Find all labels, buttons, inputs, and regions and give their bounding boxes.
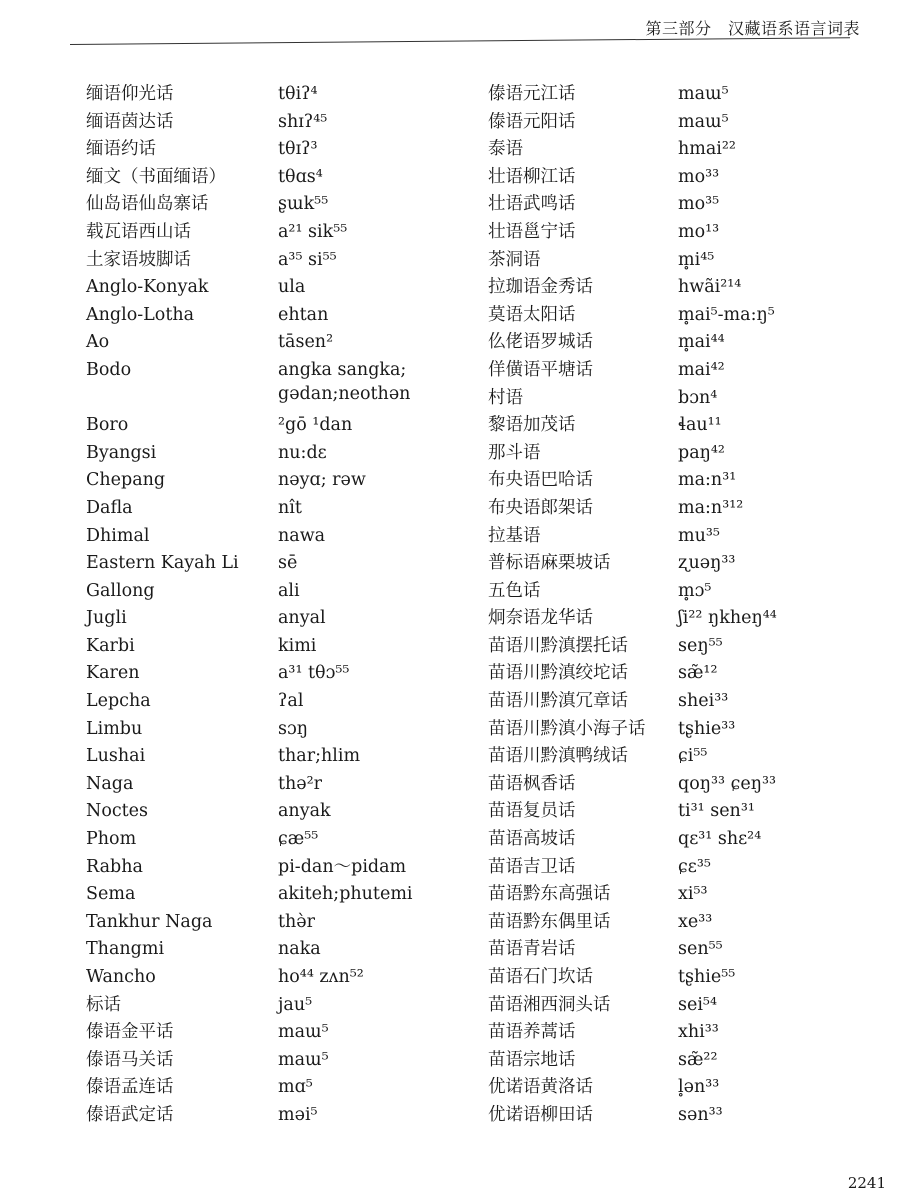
language-name: 茶洞语 [488,249,541,270]
word-form: thə̀r [278,911,316,932]
word-form: kimi [278,635,317,656]
word-form: maɯ⁵ [278,1049,329,1070]
word-form: hwãi²¹⁴ [678,277,742,298]
word-form: tʂhie³³ [678,718,736,739]
word-entry [86,137,446,165]
language-name: 苗语川黔滇鸭绒话 [488,746,628,767]
word-entry [488,551,868,579]
word-entry [86,358,446,413]
word-entry [86,689,446,717]
word-entry [86,882,446,910]
word-form: sæ̃²² [678,1049,718,1070]
word-form: məi⁵ [278,1104,318,1125]
word-form: ɕæ⁵⁵ [278,829,319,850]
language-name: 苗语复员话 [488,801,576,822]
word-entry [86,827,446,855]
word-form: sæ̃¹² [678,663,718,684]
language-name: Gallong [86,580,155,601]
word-form: paŋ⁴² [678,442,725,463]
language-name: Ao [86,332,110,353]
word-entry [488,82,868,110]
word-entry [86,330,446,358]
language-name: 壮语柳江话 [488,166,576,187]
language-name: Anglo-Lotha [86,304,195,325]
word-form: thar;hlim [278,746,361,767]
word-form: sei⁵⁴ [678,994,717,1015]
word-form: bɔn⁴ [678,387,718,408]
language-name: 缅语仰光话 [86,84,174,104]
language-name: Byangsi [86,442,157,463]
word-form: nəyɑ; rəw [278,470,366,491]
word-entry [86,468,446,496]
word-entry [86,910,446,938]
language-name: Lushai [86,746,146,767]
language-name: 佯僙语平塘话 [488,359,593,380]
word-form: tθiʔ⁴ [278,84,318,104]
word-entry [488,744,868,772]
word-entry [488,634,868,662]
word-form: mu³⁵ [678,525,720,546]
language-name: 苗语川黔滇摆托话 [488,635,628,656]
word-form: mai⁴² [678,359,725,380]
word-entry [86,717,446,745]
word-form: nît [278,497,302,518]
word-form: tāsen² [278,332,334,353]
language-name: 苗语吉卫话 [488,856,576,877]
language-name: 壮语邕宁话 [488,221,576,242]
word-form: seŋ⁵⁵ [678,635,723,656]
language-name: 泰语 [488,139,523,160]
word-form: ti³¹ sen³¹ [678,801,755,822]
language-name: Chepang [86,470,166,491]
language-name: 苗语川黔滇冗章话 [488,691,628,712]
language-name: Sema [86,884,136,905]
word-form: xi⁵³ [678,884,708,905]
word-entry [488,993,868,1021]
word-entry [488,937,868,965]
word-entry [488,413,868,441]
word-entry [86,772,446,800]
word-form: ʐuəŋ³³ [678,553,736,574]
word-entry [488,1075,868,1103]
word-form: sē [278,553,298,574]
word-entry [488,165,868,193]
language-name: Naga [86,773,134,794]
language-name: 那斗语 [488,442,541,463]
word-entry [86,303,446,331]
word-entry [86,551,446,579]
word-form: pi-dan～pidam [278,856,407,877]
word-form: a³⁵ si⁵⁵ [278,249,337,270]
word-entry [488,496,868,524]
language-name: Rabha [86,856,143,877]
page-number: 2241 [847,1174,886,1192]
word-entry [488,661,868,689]
word-form: ²gō ¹dan [278,415,353,436]
word-entry [86,82,446,110]
language-name: 优诺语黄洛话 [488,1077,593,1098]
word-entry [488,1103,868,1131]
word-form: m̥i⁴⁵ [678,249,715,270]
language-name: 傣语元阳话 [488,111,576,132]
word-form: xe³³ [678,911,713,932]
word-entry [488,358,868,386]
language-name: 莫语太阳话 [488,304,576,325]
language-name: 仫佬语罗城话 [488,332,593,353]
word-form: akiteh;phutemi [278,884,413,905]
running-header: 第三部分 汉藏语系语言词表 [645,19,860,38]
word-form: maɯ⁵ [678,111,729,132]
word-entry [488,799,868,827]
language-name: 傣语孟连话 [86,1077,174,1098]
language-name: 苗语湘西洞头话 [488,994,611,1015]
language-name: 布央语巴哈话 [488,470,593,491]
word-form: jau⁵ [278,994,313,1015]
word-form: xhi³³ [678,1022,719,1043]
language-name: Limbu [86,718,143,739]
word-form: sɔŋ [278,718,309,739]
word-form: ali [278,580,300,601]
word-entry [86,1048,446,1076]
language-name: Dhimal [86,525,150,546]
word-form: anyal [278,608,326,629]
word-form: maɯ⁵ [278,1022,329,1043]
language-name: 苗语枫香话 [488,773,576,794]
language-name: Anglo-Konyak [86,277,209,298]
word-form: ma:n³¹² [678,497,744,518]
language-name: 苗语川黔滇小海子话 [488,718,646,739]
word-form: naka [278,939,321,960]
word-entry [488,248,868,276]
word-form: tθɪʔ³ [278,139,318,160]
word-entry [86,579,446,607]
word-entry [488,772,868,800]
right-column [488,82,868,1131]
word-form: m̥ai⁴⁴ [678,332,725,353]
language-name: 傣语武定话 [86,1104,174,1125]
word-entry [86,192,446,220]
word-form: a²¹ sik⁵⁵ [278,221,348,242]
word-entry [488,330,868,358]
word-form: anyak [278,801,331,822]
word-entry [488,110,868,138]
language-name: 缅语约话 [86,139,156,160]
word-entry [488,220,868,248]
word-entry [86,441,446,469]
word-entry [86,165,446,193]
word-entry [488,303,868,331]
word-form: ʔal [278,691,304,712]
language-name: 布央语郎架话 [488,497,593,518]
word-entry [86,744,446,772]
word-form: nu:dɛ [278,442,327,463]
word-entry [488,689,868,717]
word-form: m̥ai⁵-ma:ŋ⁵ [678,304,775,325]
language-name: 村语 [488,387,523,408]
language-name: Karbi [86,635,135,656]
left-column [86,82,446,1131]
language-name: 苗语黔东高强话 [488,884,611,905]
language-name: 仙岛语仙岛寨话 [86,194,209,215]
language-name: 拉基语 [488,525,541,546]
word-form: mo³³ [678,166,720,187]
language-name: Tankhur Naga [86,911,213,932]
word-form: ho⁴⁴ zʌn⁵² [278,967,364,987]
word-entry [488,441,868,469]
word-form: maɯ⁵ [678,84,729,104]
word-entry [86,220,446,248]
word-entry [86,1075,446,1103]
language-name: 缅语茵达话 [86,111,174,132]
word-entry [488,579,868,607]
word-form: hmai²² [678,139,736,160]
word-entry [488,827,868,855]
word-entry [488,1048,868,1076]
word-form: sən³³ [678,1104,723,1125]
word-entry [86,606,446,634]
language-name: Phom [86,829,137,850]
word-entry [86,993,446,1021]
language-name: 缅文（书面缅语） [86,166,226,187]
word-form: mo³⁵ [678,194,720,215]
word-entry [86,524,446,552]
language-name: 傣语金平话 [86,1022,174,1043]
word-form: ʂɯk⁵⁵ [278,194,329,215]
language-name: 苗语宗地话 [488,1049,576,1070]
language-name: 五色话 [488,580,541,601]
word-entry [488,524,868,552]
word-entry [488,717,868,745]
word-form: angka sangka; gədan;neothən [278,359,411,404]
word-entry [488,910,868,938]
language-name: Boro [86,415,129,436]
word-entry [488,137,868,165]
language-name: 壮语武鸣话 [488,194,576,215]
language-name: Bodo [86,359,132,380]
word-form: nawa [278,525,326,546]
word-form: tθɑs⁴ [278,166,323,187]
word-form: thə²r [278,773,323,794]
word-form: mɑ⁵ [278,1077,313,1098]
word-entry [86,248,446,276]
word-form: shɪʔ⁴⁵ [278,111,328,132]
language-name: Karen [86,663,140,684]
language-name: 黎语加茂话 [488,415,576,436]
language-name: 傣语马关话 [86,1049,174,1070]
language-name: 优诺语柳田话 [488,1104,593,1125]
word-form: mo¹³ [678,221,720,242]
language-name: 炯奈语龙华话 [488,608,593,629]
word-entry [86,110,446,138]
language-name: Wancho [86,967,156,987]
word-form: ɕɛ³⁵ [678,856,711,877]
word-entry [86,855,446,883]
word-entry [86,799,446,827]
word-entry [86,965,446,993]
language-name: Eastern Kayah Li [86,553,239,574]
word-entry [86,937,446,965]
word-entry [488,882,868,910]
word-entry [86,1103,446,1131]
word-form: tʂhie⁵⁵ [678,967,736,987]
word-form: ehtan [278,304,329,325]
language-name: 拉珈语金秀话 [488,277,593,298]
language-name: 载瓦语西山话 [86,221,191,242]
language-name: 苗语川黔滇绞坨话 [488,663,628,684]
language-name: 苗语养蒿话 [488,1022,576,1043]
header-rule [70,37,850,45]
language-name: 傣语元江话 [488,84,576,104]
word-entry [86,496,446,524]
word-entry [488,855,868,883]
word-form: ula [278,277,306,298]
language-name: 土家语坡脚话 [86,249,191,270]
word-entry [86,661,446,689]
word-entry [488,965,868,993]
word-entry [488,386,868,414]
language-name: 苗语青岩话 [488,939,576,960]
word-entry [86,413,446,441]
word-entry [86,634,446,662]
word-entry [86,1020,446,1048]
word-form: l̥ən³³ [678,1077,720,1098]
language-name: 标话 [86,994,121,1015]
language-name: 普标语麻栗坡话 [488,553,611,574]
language-name: Jugli [86,608,127,629]
word-form: qoŋ³³ ɕeŋ³³ [678,773,777,794]
word-form: a³¹ tθɔ⁵⁵ [278,663,350,684]
word-form: ɕi⁵⁵ [678,746,708,767]
language-name: 苗语石门坎话 [488,967,593,987]
word-entry [488,468,868,496]
word-form: ʃi²² ŋkheŋ⁴⁴ [678,608,777,629]
language-name: Dafla [86,497,133,518]
language-name: Noctes [86,801,149,822]
word-entry [488,1020,868,1048]
word-form: ma:n³¹ [678,470,737,491]
language-name: Lepcha [86,691,151,712]
language-name: 苗语高坡话 [488,829,576,850]
word-entry [488,192,868,220]
word-entry [488,606,868,634]
word-form: ɬau¹¹ [678,415,722,436]
word-form: m̥ɔ⁵ [678,580,712,601]
word-form: qɛ³¹ shɛ²⁴ [678,829,762,850]
word-form: sen⁵⁵ [678,939,723,960]
word-form: shei³³ [678,691,729,712]
word-entry [86,275,446,303]
word-entry [488,275,868,303]
language-name: 苗语黔东偶里话 [488,911,611,932]
language-name: Thangmi [86,939,165,960]
